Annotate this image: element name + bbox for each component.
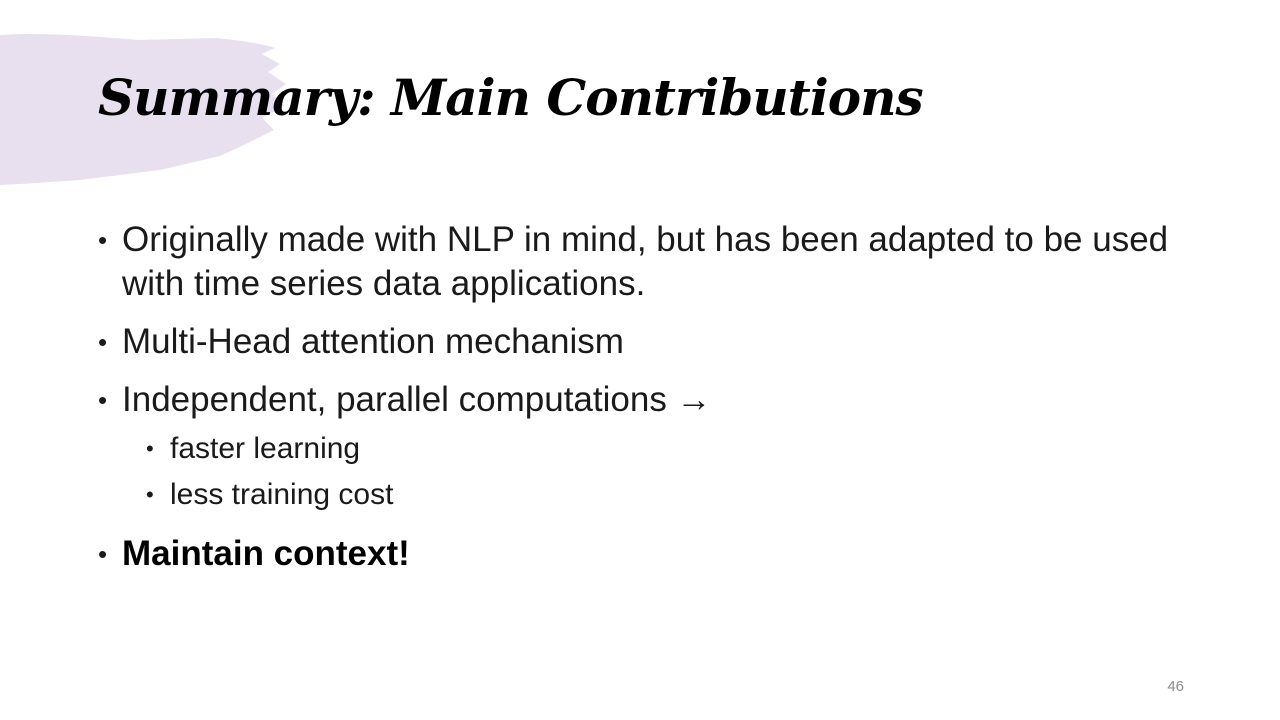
bullet-marker: • (146, 482, 154, 507)
sub-bullet-text: less training cost (170, 478, 394, 511)
bullet-list (98, 218, 1188, 590)
bullet-item (98, 532, 1188, 576)
bullet-marker: • (98, 539, 108, 569)
bullet-marker: • (98, 225, 108, 255)
sub-bullet-list (98, 430, 1188, 514)
bullet-item (98, 218, 1188, 306)
bullet-text: Multi-Head attention mechanism (122, 322, 624, 361)
bullet-marker: • (146, 436, 154, 461)
page-number: 46 (1167, 678, 1184, 695)
sub-bullet-text: faster learning (170, 432, 361, 465)
bullet-text-emphasis: Maintain context! (122, 534, 410, 573)
slide-title: Summary: Main Contributions (98, 68, 923, 127)
sub-bullet-item (98, 476, 1188, 514)
bullet-item (98, 378, 1188, 422)
sub-bullet-item (98, 430, 1188, 468)
bullet-marker: • (98, 385, 108, 415)
bullet-text: Originally made with NLP in mind, but has been adapted to be used with time series data applications. (122, 220, 1169, 303)
bullet-text: Independent, parallel computations → (122, 380, 712, 419)
bullet-item (98, 320, 1188, 364)
bullet-marker: • (98, 327, 108, 357)
